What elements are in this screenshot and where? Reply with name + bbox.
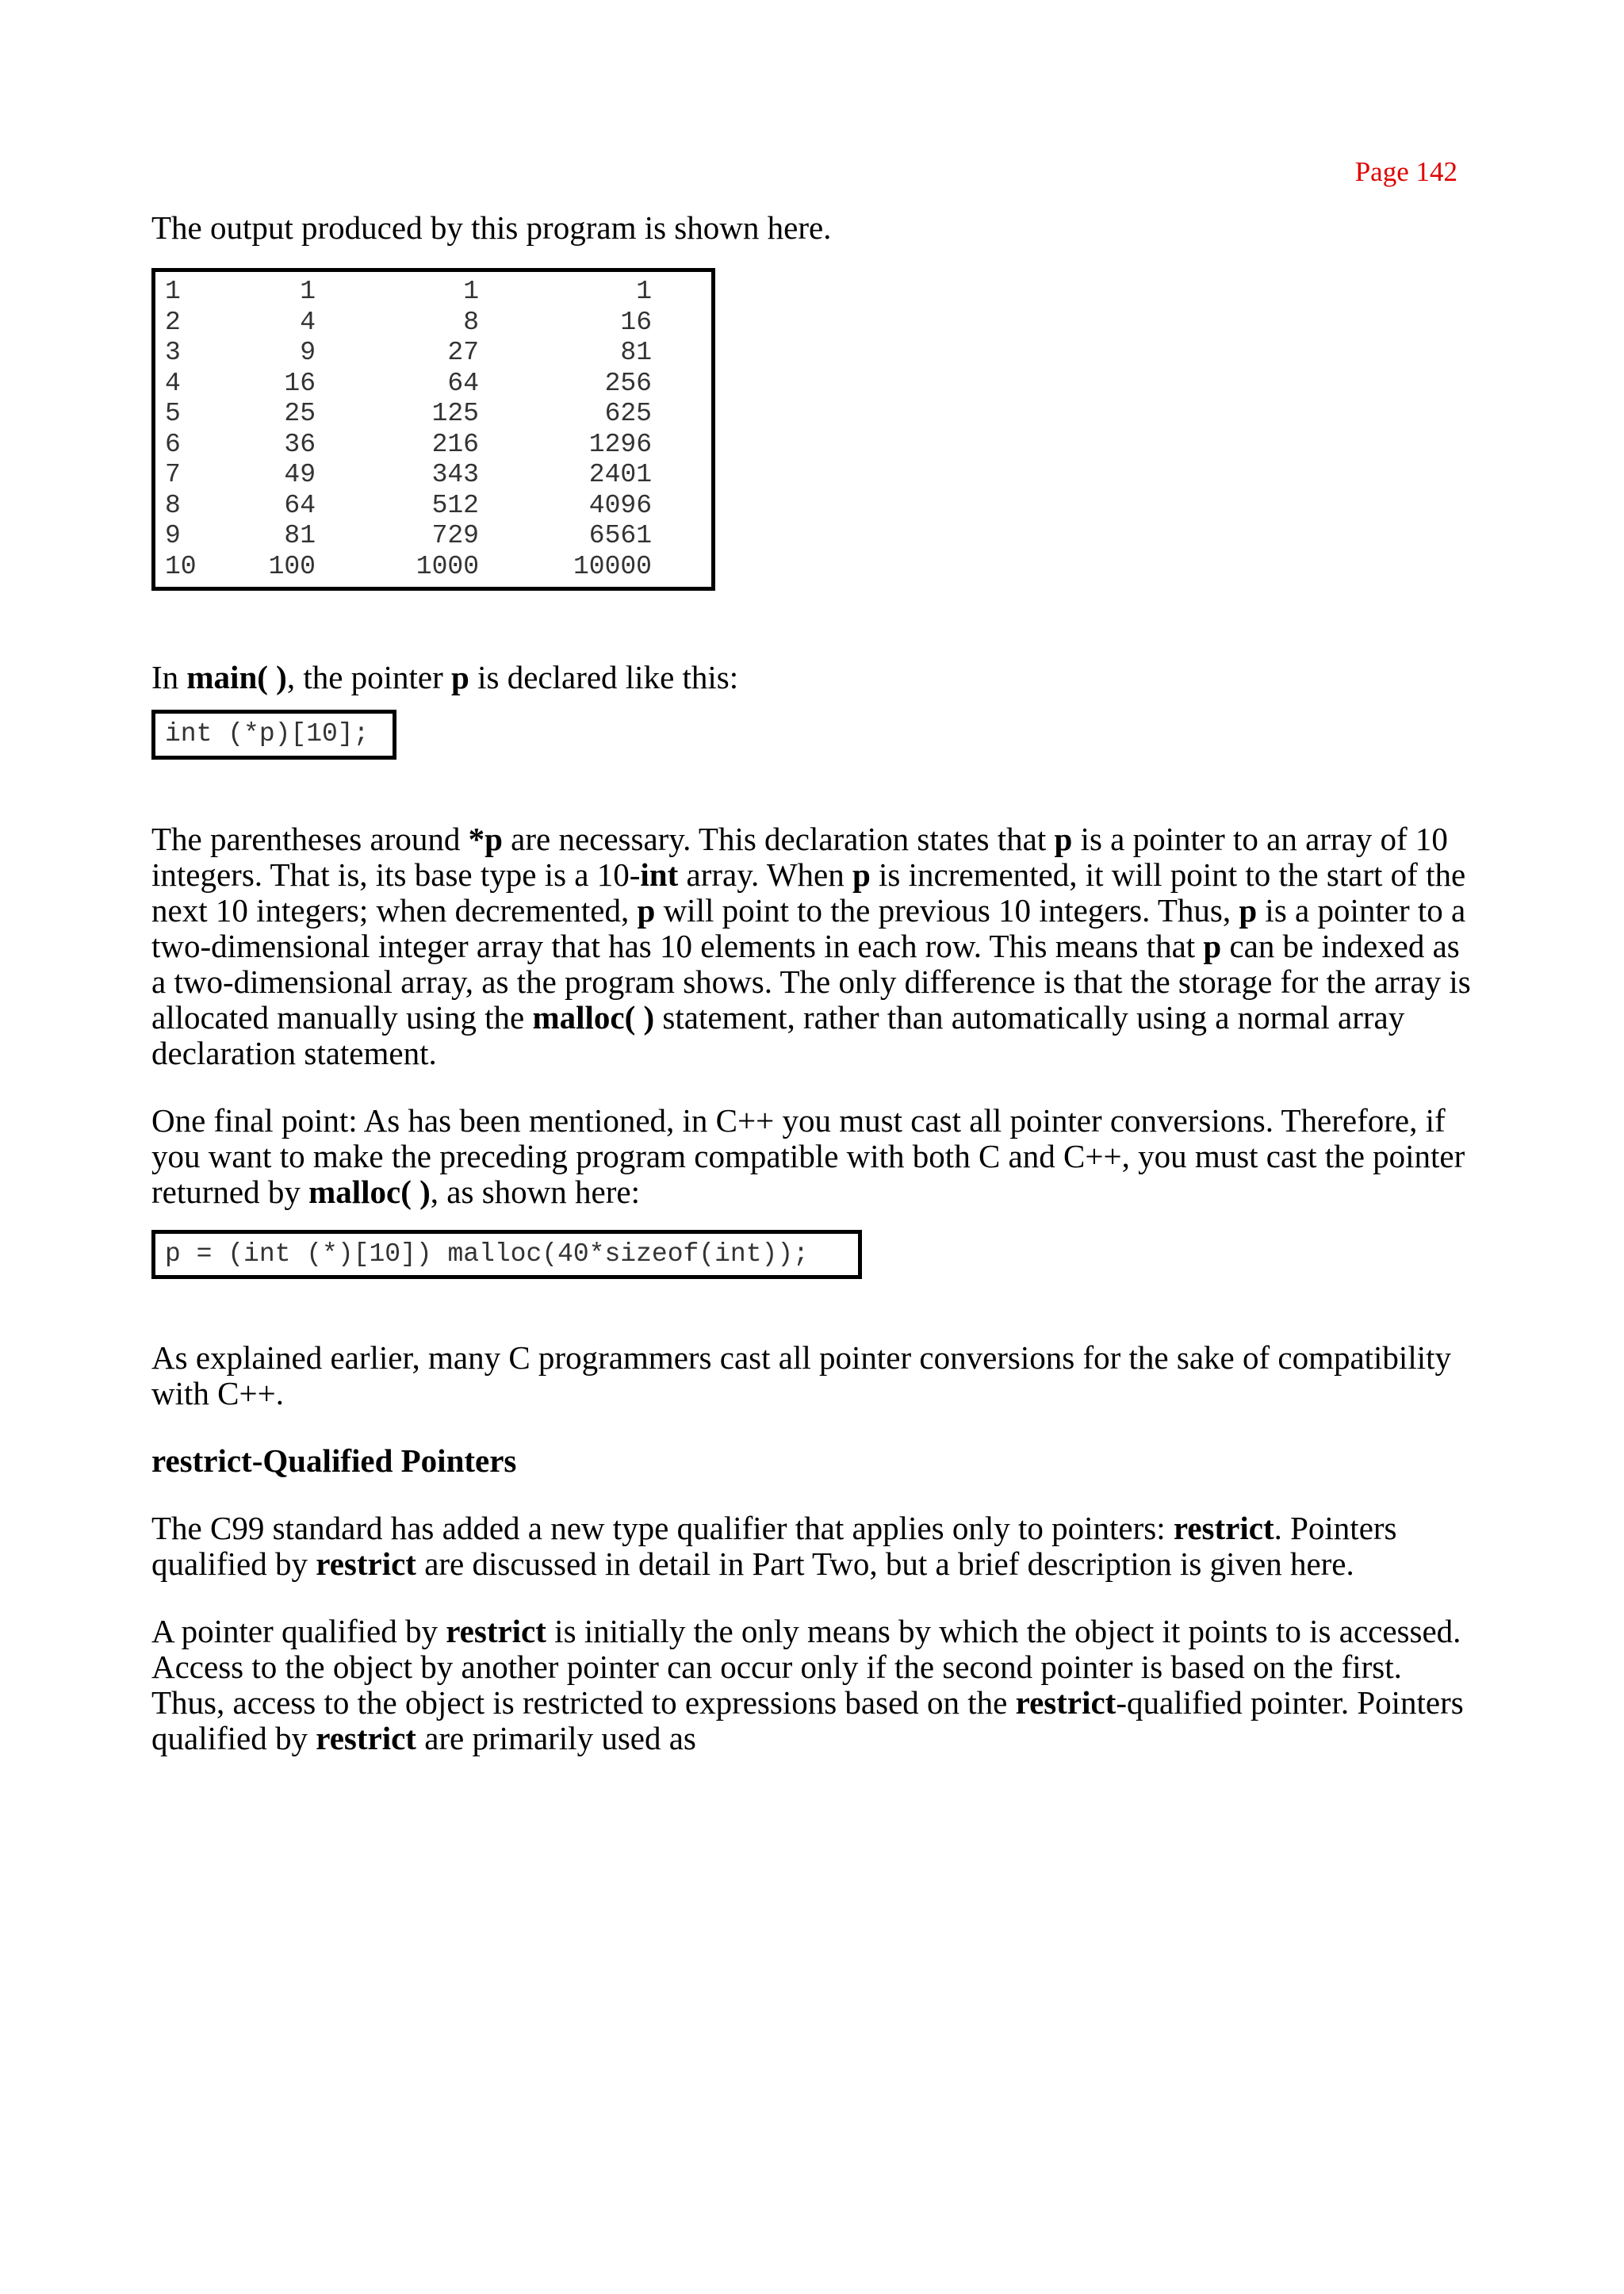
table-cell: 10000 — [573, 551, 652, 581]
page-content — [151, 210, 1476, 1756]
table-cell: 36 — [284, 429, 316, 459]
table-cell: 16 — [284, 368, 316, 398]
table-cell: 81 — [284, 521, 316, 550]
intro-paragraph: The output produced by this program is shown here. — [151, 209, 832, 246]
table-row — [165, 552, 652, 583]
restrict-paragraph: A pointer qualified by restrict is initially the only means by which the object it points to is accessed. Access to the object by another pointer can occur only if the second pointer is based on the first. Thus, access to the object is restricted to expressions based on the restrict-qualified pointer. Pointers qualified by restrict are primarily used as — [151, 1613, 1464, 1756]
code-cast-box — [151, 1230, 862, 1280]
table-cell: 512 — [431, 490, 479, 520]
table-cell: 9 — [165, 521, 181, 550]
table-row — [165, 460, 652, 491]
table-cell: 1 — [636, 277, 652, 306]
table-row — [165, 308, 652, 339]
c99-paragraph: The C99 standard has added a new type qualifier that applies only to pointers: restrict. Pointers qualified by restrict are discussed in detail in Part Two, but a brief description is given here. — [151, 1510, 1397, 1582]
table-row — [165, 430, 652, 461]
table-cell: 3 — [165, 338, 181, 367]
table-row — [165, 277, 652, 308]
table-cell: 100 — [268, 551, 316, 581]
code-declaration-box — [151, 710, 396, 760]
table-cell: 216 — [431, 429, 479, 459]
table-row — [165, 369, 652, 400]
table-cell: 25 — [284, 399, 316, 428]
table-cell: 256 — [604, 368, 652, 398]
table-row — [165, 521, 652, 552]
table-cell: 81 — [620, 338, 652, 367]
table-cell: 1 — [165, 277, 181, 306]
section-heading: restrict-Qualified Pointers — [151, 1442, 517, 1479]
table-row — [165, 491, 652, 522]
table-cell: 343 — [431, 460, 479, 489]
parentheses-explanation-paragraph: The parentheses around *p are necessary. This declaration states that p is a pointer to an array of 10 integers. That is, its base type is a 10-int array. When p is incremented, it will point to the start of the next 10 integers; when decremented, p will point to the previous 10 integers. Thus, p is a pointer to a two-dimensional integer array that has 10 elements in each row. This means that p can be indexed as a two-dimensional array, as the program shows. The only difference is that the storage for the array is allocated manually using the malloc( ) statement, rather than automatically using a normal array declaration statement. — [151, 820, 1471, 1071]
table-cell: 1 — [463, 277, 479, 306]
table-cell: 1 — [300, 277, 316, 306]
table-cell: 125 — [431, 399, 479, 428]
table-row — [165, 338, 652, 369]
program-output-box — [151, 268, 715, 591]
table-cell: 7 — [165, 460, 181, 489]
code-declaration: int (*p)[10]; — [165, 719, 370, 749]
table-cell: 8 — [165, 490, 181, 520]
table-cell: 9 — [300, 338, 316, 367]
code-cast: p = (int (*)[10]) malloc(40*sizeof(int)); — [165, 1239, 809, 1269]
table-row — [165, 399, 652, 430]
compatibility-paragraph: As explained earlier, many C programmers cast all pointer conversions for the sake of compatibility with C++. — [151, 1339, 1451, 1411]
table-cell: 625 — [604, 399, 652, 428]
table-cell: 729 — [431, 521, 479, 550]
table-cell: 49 — [284, 460, 316, 489]
table-cell: 64 — [447, 368, 479, 398]
table-cell: 64 — [284, 490, 316, 520]
table-cell: 2401 — [588, 460, 652, 489]
table-cell: 27 — [447, 338, 479, 367]
table-cell: 4096 — [588, 490, 652, 520]
output-table — [165, 277, 652, 582]
page-number: Page 142 — [1354, 156, 1457, 187]
table-cell: 10 — [165, 551, 197, 581]
pointer-declaration-paragraph: In main( ), the pointer p is declared like this: — [151, 659, 739, 695]
table-cell: 4 — [300, 307, 316, 337]
table-cell: 1000 — [416, 551, 479, 581]
table-cell: 1296 — [588, 429, 652, 459]
table-cell: 6 — [165, 429, 181, 459]
table-cell: 16 — [620, 307, 652, 337]
cast-paragraph: One final point: As has been mentioned, in C++ you must cast all pointer conversions. Therefore, if you want to make the preceding program compatible with both C and C++, you must cast the pointer returned by malloc( ), as shown here: — [151, 1101, 1465, 1210]
table-cell: 2 — [165, 307, 181, 337]
table-cell: 6561 — [588, 521, 652, 550]
table-cell: 5 — [165, 399, 181, 428]
table-cell: 8 — [463, 307, 479, 337]
table-cell: 4 — [165, 368, 181, 398]
